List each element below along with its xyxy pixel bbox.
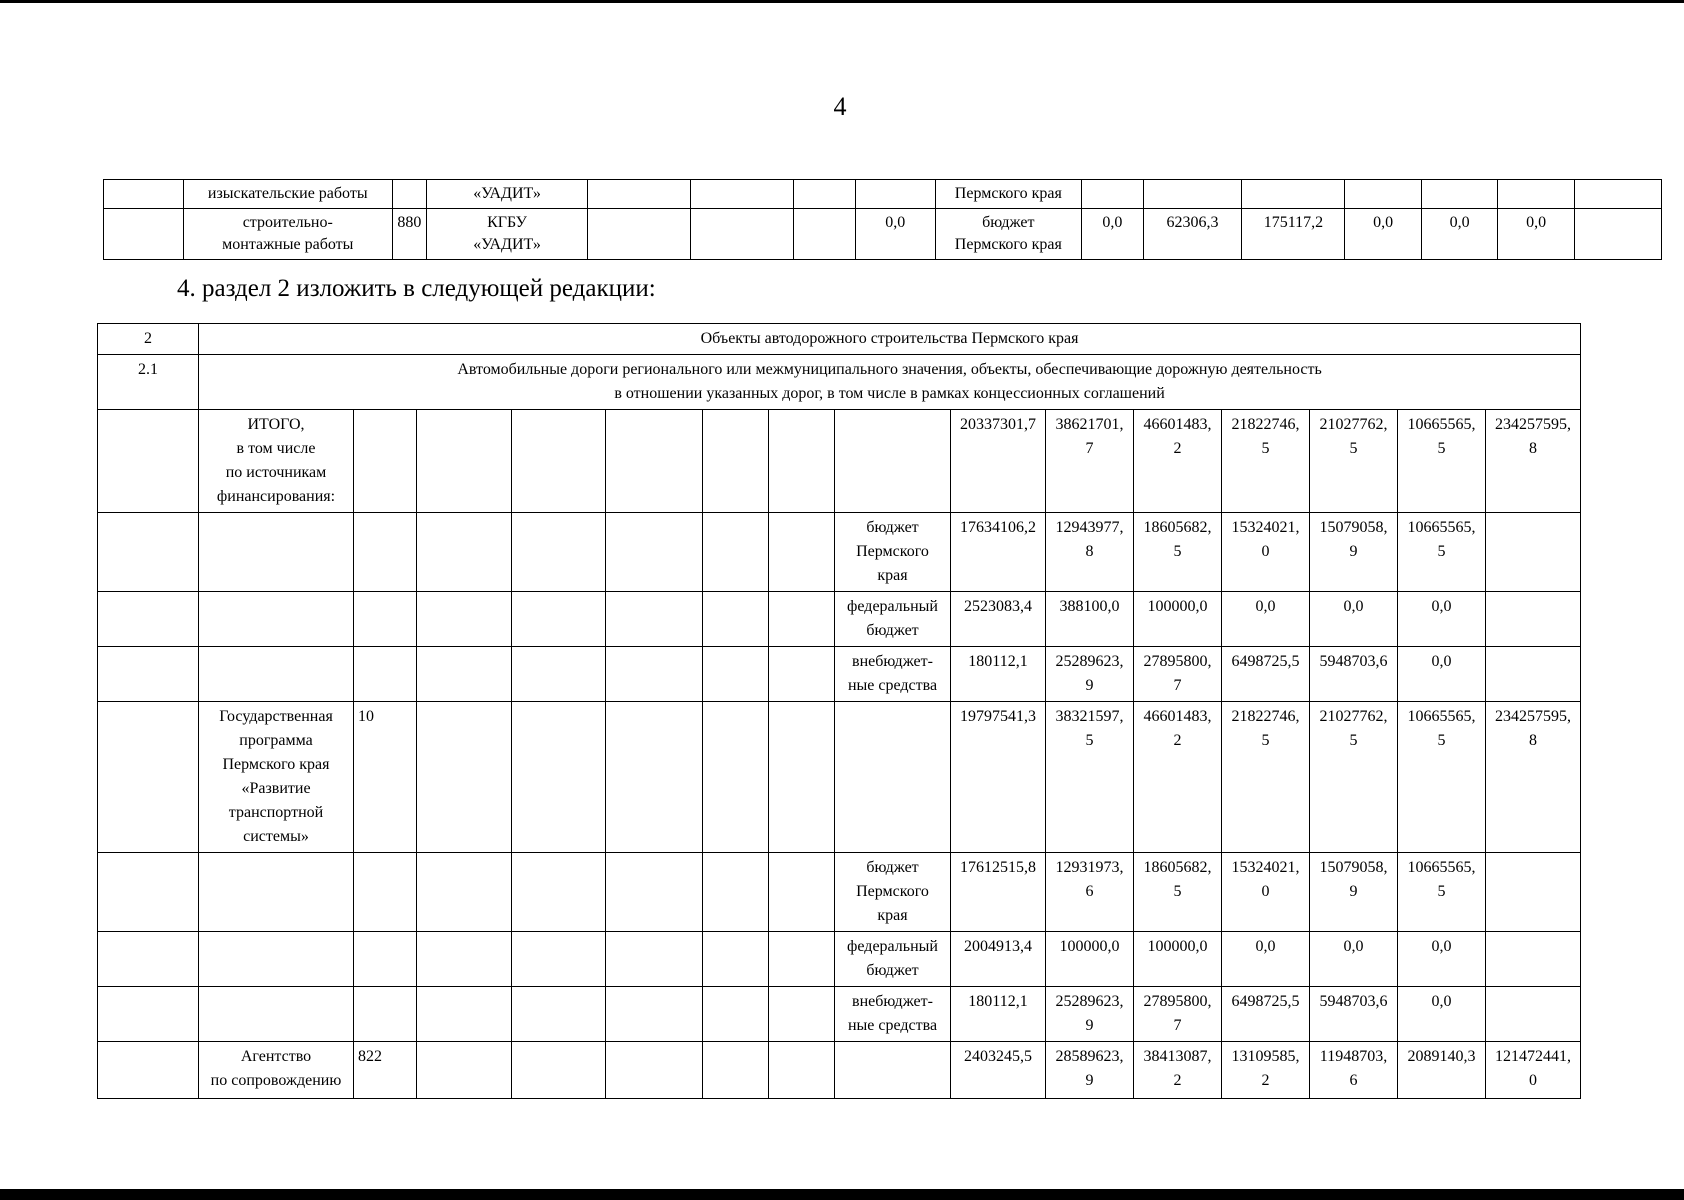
page-number: 4 — [833, 92, 847, 121]
table-cell: 19797541,3 — [951, 702, 1046, 853]
table-cell: 38321597, 5 — [1046, 702, 1134, 853]
table-cell: 0,0 — [1345, 209, 1421, 260]
table-cell — [1345, 180, 1421, 209]
table-cell: внебюджет- ные средства — [835, 647, 951, 702]
table-cell: 18605682, 5 — [1134, 513, 1222, 592]
table-cell — [98, 513, 199, 592]
continuation-table-body — [104, 180, 1662, 260]
table-cell: 234257595, 8 — [1486, 410, 1581, 513]
table-cell: 27895800, 7 — [1134, 647, 1222, 702]
table-cell: 0,0 — [1310, 592, 1398, 647]
table-cell — [354, 410, 417, 513]
table-cell — [691, 209, 794, 260]
table-cell: 12943977, 8 — [1046, 513, 1134, 592]
table-cell: 2403245,5 — [951, 1042, 1046, 1099]
table-cell: 0,0 — [1310, 932, 1398, 987]
table-cell: 17634106,2 — [951, 513, 1046, 592]
table-cell: 10 — [354, 702, 417, 853]
table-cell — [606, 513, 703, 592]
table-cell — [354, 592, 417, 647]
table-cell: 10665565, 5 — [1398, 702, 1486, 853]
table-cell — [794, 209, 856, 260]
table-row — [104, 180, 1662, 209]
table-cell: 0,0 — [1398, 932, 1486, 987]
table-cell: Пермского края — [935, 180, 1082, 209]
table-cell — [98, 1042, 199, 1099]
table-cell: 6498725,5 — [1222, 987, 1310, 1042]
table-cell — [199, 647, 354, 702]
table-cell: 5948703,6 — [1310, 987, 1398, 1042]
table-cell: федеральный бюджет — [835, 592, 951, 647]
table-cell — [606, 932, 703, 987]
table-cell: 180112,1 — [951, 987, 1046, 1042]
table-row — [98, 410, 1581, 513]
table-cell: федеральный бюджет — [835, 932, 951, 987]
table-cell: 25289623, 9 — [1046, 987, 1134, 1042]
table-row — [98, 702, 1581, 853]
table-row — [98, 1042, 1581, 1099]
table-cell — [199, 853, 354, 932]
table-cell: 62306,3 — [1143, 209, 1242, 260]
table-cell: 0,0 — [1498, 209, 1574, 260]
table-cell — [417, 932, 512, 987]
table-cell — [1486, 647, 1581, 702]
objects-table — [97, 323, 1581, 1099]
table-cell: 2004913,4 — [951, 932, 1046, 987]
objects-table-body — [98, 324, 1581, 1099]
table-cell — [512, 702, 606, 853]
table-cell — [606, 1042, 703, 1099]
table-cell — [703, 987, 769, 1042]
table-cell: 38413087, 2 — [1134, 1042, 1222, 1099]
table-cell — [1421, 180, 1497, 209]
table-cell: 28589623, 9 — [1046, 1042, 1134, 1099]
table-cell — [1242, 180, 1345, 209]
table-cell: бюджет Пермского края — [935, 209, 1082, 260]
table-cell: строительно- монтажные работы — [183, 209, 392, 260]
table-cell: 2089140,3 — [1398, 1042, 1486, 1099]
table-cell — [98, 932, 199, 987]
table-cell — [98, 987, 199, 1042]
table-cell — [104, 180, 184, 209]
table-row — [98, 592, 1581, 647]
table-cell — [417, 592, 512, 647]
table-cell — [417, 853, 512, 932]
table-cell: 10665565, 5 — [1398, 853, 1486, 932]
table-cell — [417, 987, 512, 1042]
table-cell: 10665565, 5 — [1398, 513, 1486, 592]
table-cell: 100000,0 — [1134, 932, 1222, 987]
table-cell: 0,0 — [1082, 209, 1144, 260]
table-cell: 17612515,8 — [951, 853, 1046, 932]
section-row — [98, 324, 1581, 355]
table-cell — [588, 209, 691, 260]
table-cell: 46601483, 2 — [1134, 702, 1222, 853]
table-cell: 21027762, 5 — [1310, 410, 1398, 513]
table-row — [98, 513, 1581, 592]
table-cell — [606, 987, 703, 1042]
table-cell: КГБУ «УАДИТ» — [426, 209, 587, 260]
section-heading: 4. раздел 2 изложить в следующей редакции: — [177, 275, 656, 302]
table-cell: 12931973, 6 — [1046, 853, 1134, 932]
table-cell — [199, 513, 354, 592]
section-number: 2 — [98, 324, 199, 355]
table-cell — [691, 180, 794, 209]
table-cell: 18605682, 5 — [1134, 853, 1222, 932]
table-cell — [98, 702, 199, 853]
table-cell: 21822746, 5 — [1222, 410, 1310, 513]
table-cell: 11948703, 6 — [1310, 1042, 1398, 1099]
table-row — [104, 209, 1662, 260]
table-cell: 27895800, 7 — [1134, 987, 1222, 1042]
table-cell: 46601483, 2 — [1134, 410, 1222, 513]
table-cell: 180112,1 — [951, 647, 1046, 702]
table-cell — [1143, 180, 1242, 209]
table-cell — [606, 853, 703, 932]
table-cell — [354, 513, 417, 592]
table-cell — [606, 702, 703, 853]
table-cell — [1574, 209, 1661, 260]
table-cell — [199, 932, 354, 987]
table-cell — [769, 702, 835, 853]
table-cell — [855, 180, 935, 209]
table-cell — [512, 592, 606, 647]
table-cell — [769, 987, 835, 1042]
table-cell: Агентство по сопровождению — [199, 1042, 354, 1099]
table-cell: 15324021, 0 — [1222, 513, 1310, 592]
table-cell — [512, 853, 606, 932]
scan-bottom-edge — [0, 1189, 1684, 1200]
table-cell — [1486, 513, 1581, 592]
table-cell — [354, 932, 417, 987]
table-cell — [769, 592, 835, 647]
table-cell — [392, 180, 426, 209]
table-cell — [769, 1042, 835, 1099]
table-cell: 121472441, 0 — [1486, 1042, 1581, 1099]
table-cell: 25289623, 9 — [1046, 647, 1134, 702]
table-cell: 10665565, 5 — [1398, 410, 1486, 513]
table-cell — [703, 702, 769, 853]
table-cell — [512, 932, 606, 987]
table-cell: 0,0 — [1398, 987, 1486, 1042]
table-cell: 822 — [354, 1042, 417, 1099]
table-cell — [354, 647, 417, 702]
table-cell — [794, 180, 856, 209]
table-cell — [512, 410, 606, 513]
table-cell — [1486, 987, 1581, 1042]
table-cell: 234257595, 8 — [1486, 702, 1581, 853]
table-cell — [417, 702, 512, 853]
table-cell: 175117,2 — [1242, 209, 1345, 260]
table-cell: 13109585, 2 — [1222, 1042, 1310, 1099]
table-cell: 15079058, 9 — [1310, 513, 1398, 592]
table-cell: 21822746, 5 — [1222, 702, 1310, 853]
table-cell — [512, 987, 606, 1042]
section-title: Объекты автодорожного строительства Пермского края — [199, 324, 1581, 355]
table-cell: 388100,0 — [1046, 592, 1134, 647]
table-cell: ИТОГО, в том числе по источникам финансирования: — [199, 410, 354, 513]
table-cell — [835, 1042, 951, 1099]
table-cell — [199, 592, 354, 647]
table-cell: 100000,0 — [1134, 592, 1222, 647]
table-cell — [703, 513, 769, 592]
table-cell — [512, 1042, 606, 1099]
table-cell: Государственная программа Пермского края «Развитие транспортной системы» — [199, 702, 354, 853]
table-cell — [98, 647, 199, 702]
table-cell — [588, 180, 691, 209]
table-cell: внебюджет- ные средства — [835, 987, 951, 1042]
table-cell: 38621701, 7 — [1046, 410, 1134, 513]
table-cell — [606, 647, 703, 702]
table-cell: 6498725,5 — [1222, 647, 1310, 702]
table-cell — [1574, 180, 1661, 209]
subsection-title: Автомобильные дороги регионального или межмуниципального значения, объекты, обеспечивающие дорожную деятельность в отношении указанных дорог, в том числе в рамках концессионных соглашений — [199, 355, 1581, 410]
table-cell — [417, 1042, 512, 1099]
table-cell — [769, 932, 835, 987]
table-cell — [98, 410, 199, 513]
table-cell — [703, 647, 769, 702]
table-cell: 100000,0 — [1046, 932, 1134, 987]
table-cell: 0,0 — [1222, 592, 1310, 647]
table-cell: 0,0 — [855, 209, 935, 260]
table-cell — [417, 647, 512, 702]
table-cell — [512, 513, 606, 592]
subsection-number: 2.1 — [98, 355, 199, 410]
table-cell — [769, 513, 835, 592]
table-cell: бюджет Пермского края — [835, 513, 951, 592]
subsection-row — [98, 355, 1581, 410]
table-cell — [1082, 180, 1144, 209]
table-cell: 0,0 — [1222, 932, 1310, 987]
table-cell: 20337301,7 — [951, 410, 1046, 513]
table-cell — [354, 987, 417, 1042]
table-cell — [606, 592, 703, 647]
table-cell: бюджет Пермского края — [835, 853, 951, 932]
table-cell — [104, 209, 184, 260]
table-row — [98, 932, 1581, 987]
table-cell — [703, 932, 769, 987]
table-cell — [199, 987, 354, 1042]
table-cell: 0,0 — [1398, 592, 1486, 647]
table-cell: 0,0 — [1421, 209, 1497, 260]
table-cell — [835, 410, 951, 513]
continuation-table — [103, 179, 1662, 260]
table-cell — [835, 702, 951, 853]
table-cell: изыскательские работы — [183, 180, 392, 209]
table-cell — [769, 853, 835, 932]
table-cell — [417, 410, 512, 513]
table-cell: 880 — [392, 209, 426, 260]
table-cell — [703, 1042, 769, 1099]
table-cell: 5948703,6 — [1310, 647, 1398, 702]
table-cell — [1486, 592, 1581, 647]
scan-top-edge — [0, 0, 1684, 3]
table-cell — [769, 410, 835, 513]
table-cell — [354, 853, 417, 932]
table-cell: 21027762, 5 — [1310, 702, 1398, 853]
table-cell — [703, 853, 769, 932]
table-cell — [1486, 853, 1581, 932]
table-cell — [703, 592, 769, 647]
table-cell — [1498, 180, 1574, 209]
table-cell — [1486, 932, 1581, 987]
table-cell — [98, 592, 199, 647]
table-cell — [703, 410, 769, 513]
table-row — [98, 647, 1581, 702]
table-cell — [417, 513, 512, 592]
table-cell: «УАДИТ» — [426, 180, 587, 209]
table-cell: 2523083,4 — [951, 592, 1046, 647]
table-row — [98, 853, 1581, 932]
table-cell: 15324021, 0 — [1222, 853, 1310, 932]
table-cell — [512, 647, 606, 702]
table-cell — [606, 410, 703, 513]
table-cell: 0,0 — [1398, 647, 1486, 702]
table-cell: 15079058, 9 — [1310, 853, 1398, 932]
table-cell — [769, 647, 835, 702]
table-row — [98, 987, 1581, 1042]
table-cell — [98, 853, 199, 932]
